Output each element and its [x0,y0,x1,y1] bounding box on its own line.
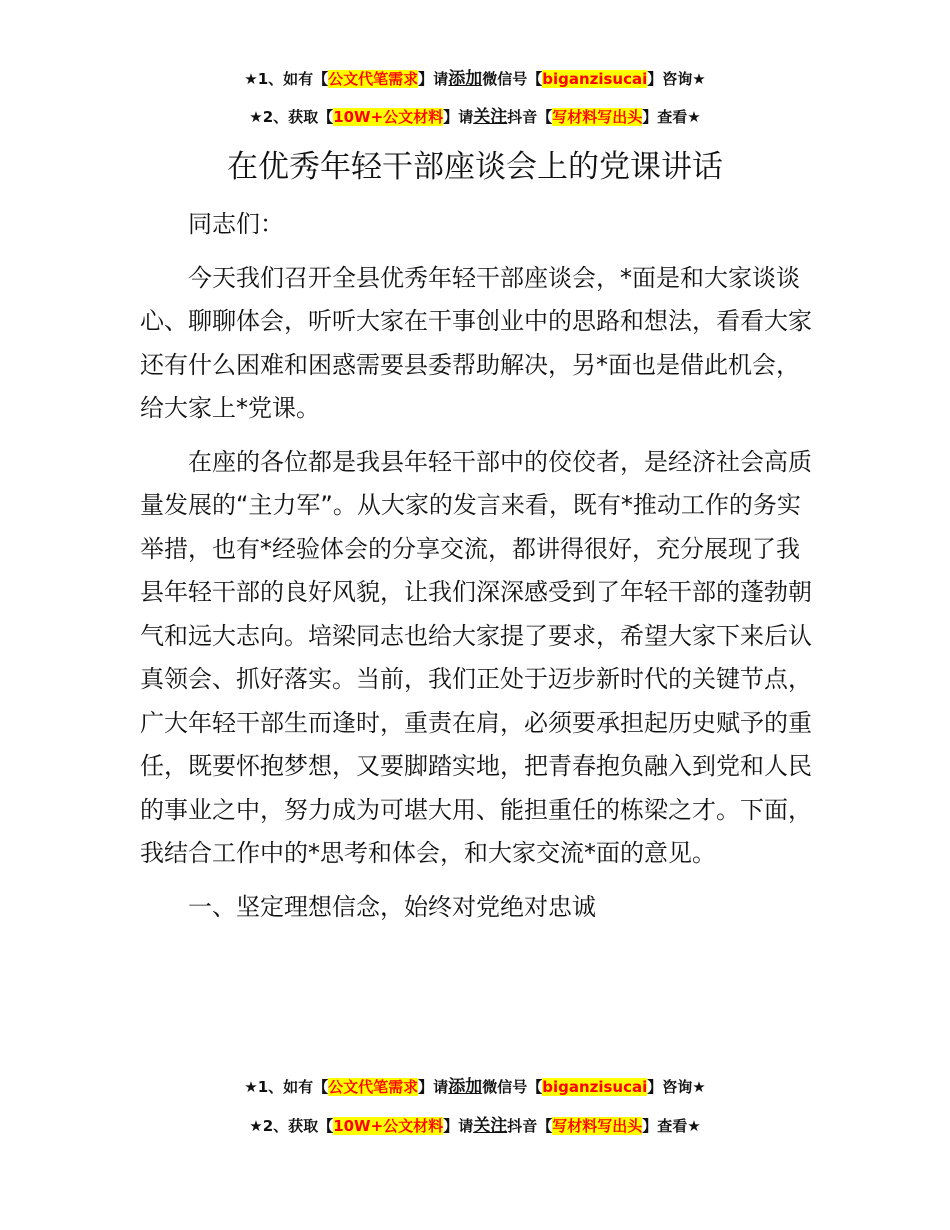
banner-highlight: 公文代笔需求 [328,1078,419,1096]
banner-underline: 关注 [473,107,508,127]
banner-highlight: 公文代笔需求 [328,70,419,88]
section-heading: 一、坚定理想信念，始终对党绝对忠诚 [188,892,596,921]
banner-text: 抖音【 [507,108,553,126]
banner-highlight: 写材料写出头 [552,1117,643,1135]
banner-highlight: 10W+公文材料 [333,1117,444,1135]
banner-text: 】咨询★ [647,70,706,88]
document-body [140,203,820,929]
banner-highlight: biganzisucai [542,1078,648,1096]
banner-text: ★2、获取【 [249,1117,334,1135]
banner-text: ★1、如有【 [244,70,329,88]
banner-text: 】请 [443,108,474,126]
banner-underline: 添加 [448,69,483,89]
bottom-banner-line-2 [0,1115,950,1137]
banner-highlight: biganzisucai [542,70,648,88]
body-paragraph: 在座的各位都是我县年轻干部中的佼佼者，是经济社会高质量发展的“主力军”。从大家的发言来看，既有*推动工作的务实举措，也有*经验体会的分享交流，都讲得很好，充分展现了我县年轻干部的良好风貌，让我们深深感受到了年轻干部的蓬勃朝气和远大志向。培梁同志也给大家提了要求，希望大家下来后认真领会、抓好落实。当前，我们正处于迈步新时代的关键节点，广大年轻干部生而逢时，重责在肩，必须要承担起历史赋予的重任，既要怀抱梦想，又要脚踏实地，把青春抱负融入到党和人民的事业之中，努力成为可堪大用、能担重任的栋梁之才。下面，我结合工作中的*思考和体会，和大家交流*面的意见。 [140,447,812,867]
salutation: 同志们： [188,210,284,238]
banner-text: 】查看★ [642,108,701,126]
top-banner-line-2 [0,106,950,128]
banner-text: ★2、获取【 [249,108,334,126]
body-paragraph: 今天我们召开全县优秀年轻干部座谈会，*面是和大家谈谈心、聊聊体会，听听大家在干事创业中的思路和想法，看看大家还有什么困难和困惑需要县委帮助解决，另*面也是借此机会，给大家上*党课。 [140,263,812,422]
banner-highlight: 10W+公文材料 [333,108,444,126]
top-banner-line-1 [0,68,950,90]
banner-text: 】请 [443,1117,474,1135]
banner-text: ★1、如有【 [244,1078,329,1096]
banner-text: 】咨询★ [647,1078,706,1096]
banner-text: 抖音【 [507,1117,553,1135]
banner-highlight: 写材料写出头 [552,108,643,126]
banner-text: 】查看★ [642,1117,701,1135]
banner-underline: 关注 [473,1116,508,1136]
banner-text: 】请 [418,1078,449,1096]
banner-underline: 添加 [448,1077,483,1097]
document-title: 在优秀年轻干部座谈会上的党课讲话 [227,149,723,185]
banner-text: 】请 [418,70,449,88]
bottom-banner-line-1 [0,1076,950,1098]
banner-text: 微信号【 [482,70,543,88]
banner-text: 微信号【 [482,1078,543,1096]
